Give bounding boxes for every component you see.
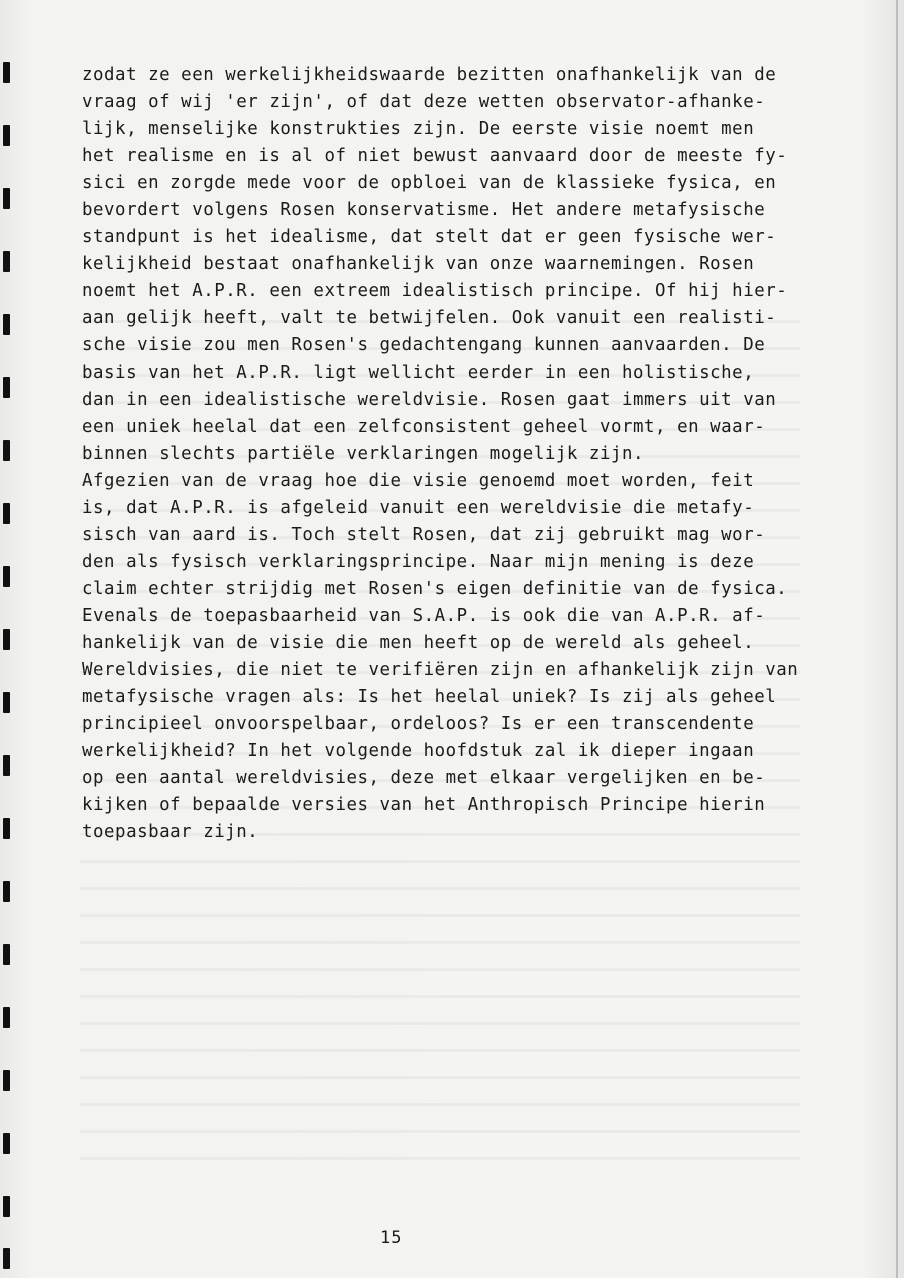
text-line: vraag of wij 'er zijn', of dat deze wetten observator-afhanke-: [82, 92, 766, 113]
page-edge: [896, 0, 898, 1278]
binding-hole: [3, 881, 10, 902]
text-line: kelijkheid bestaat onafhankelijk van onze waarnemingen. Rosen: [82, 254, 755, 275]
text-line: werkelijkheid? In het volgende hoofdstuk zal ik dieper ingaan: [82, 741, 755, 762]
binding-hole: [3, 818, 10, 839]
binding-hole: [3, 692, 10, 713]
binding-hole: [3, 440, 10, 461]
text-line: een uniek heelal dat een zelfconsistent geheel vormt, en waar-: [82, 416, 766, 437]
binding-hole: [3, 1133, 10, 1154]
binding-hole: [3, 1007, 10, 1028]
binding-hole: [3, 944, 10, 965]
text-line: standpunt is het idealisme, dat stelt dat er geen fysische wer-: [82, 227, 777, 248]
text-line: claim echter strijdig met Rosen's eigen definitie van de fysica.: [82, 578, 788, 599]
binding-hole: [3, 566, 10, 587]
binding-hole: [3, 629, 10, 650]
text-line: sche visie zou men Rosen's gedachtengang kunnen aanvaarden. De: [82, 335, 766, 356]
text-line: aan gelijk heeft, valt te betwijfelen. Ook vanuit een realisti-: [82, 308, 777, 329]
binding-hole: [3, 503, 10, 524]
text-line: binnen slechts partiële verklaringen mogelijk zijn.: [82, 443, 645, 464]
binding-holes: [0, 0, 14, 1278]
binding-hole: [3, 314, 10, 335]
text-line: bevordert volgens Rosen konservatisme. Het andere metafysische: [82, 200, 766, 221]
text-line: metafysische vragen als: Is het heelal uniek? Is zij als geheel: [82, 687, 777, 708]
text-line: sisch van aard is. Toch stelt Rosen, dat zij gebruikt mag wor-: [82, 524, 766, 545]
text-line: Evenals de toepasbaarheid van S.A.P. is ook die van A.P.R. af-: [82, 605, 766, 626]
text-line: hankelijk van de visie die men heeft op de wereld als geheel.: [82, 632, 755, 653]
text-line: lijk, menselijke konstrukties zijn. De eerste visie noemt men: [82, 119, 755, 140]
binding-hole: [3, 125, 10, 146]
text-line: toepasbaar zijn.: [82, 822, 259, 843]
binding-hole: [3, 1248, 10, 1269]
binding-hole: [3, 188, 10, 209]
text-line: op een aantal wereldvisies, deze met elkaar vergelijken en be-: [82, 768, 766, 789]
text-line: dan in een idealistische wereldvisie. Rosen gaat immers uit van: [82, 389, 777, 410]
page-number: 15: [380, 1228, 403, 1248]
binding-hole: [3, 251, 10, 272]
text-line: Wereldvisies, die niet te verifiëren zijn en afhankelijk zijn van: [82, 660, 799, 681]
binding-hole: [3, 62, 10, 83]
body-text: [82, 62, 822, 846]
binding-hole: [3, 377, 10, 398]
text-line: noemt het A.P.R. een extreem idealistisch principe. Of hij hier-: [82, 281, 788, 302]
text-line: Afgezien van de vraag hoe die visie genoemd moet worden, feit: [82, 470, 755, 491]
binding-hole: [3, 1196, 10, 1217]
text-line: kijken of bepaalde versies van het Anthropisch Principe hierin: [82, 795, 766, 816]
text-line: is, dat A.P.R. is afgeleid vanuit een wereldvisie die metafy-: [82, 497, 755, 518]
text-line: basis van het A.P.R. ligt wellicht eerder in een holistische,: [82, 362, 755, 383]
text-line: den als fysisch verklaringsprincipe. Naar mijn mening is deze: [82, 551, 755, 572]
text-line: principieel onvoorspelbaar, ordeloos? Is er een transcendente: [82, 714, 755, 735]
text-line: sici en zorgde mede voor de opbloei van de klassieke fysica, en: [82, 173, 777, 194]
text-line: zodat ze een werkelijkheidswaarde bezitten onafhankelijk van de: [82, 65, 777, 85]
text-line: het realisme en is al of niet bewust aanvaard door de meeste fy-: [82, 146, 788, 167]
binding-hole: [3, 755, 10, 776]
binding-hole: [3, 1070, 10, 1091]
